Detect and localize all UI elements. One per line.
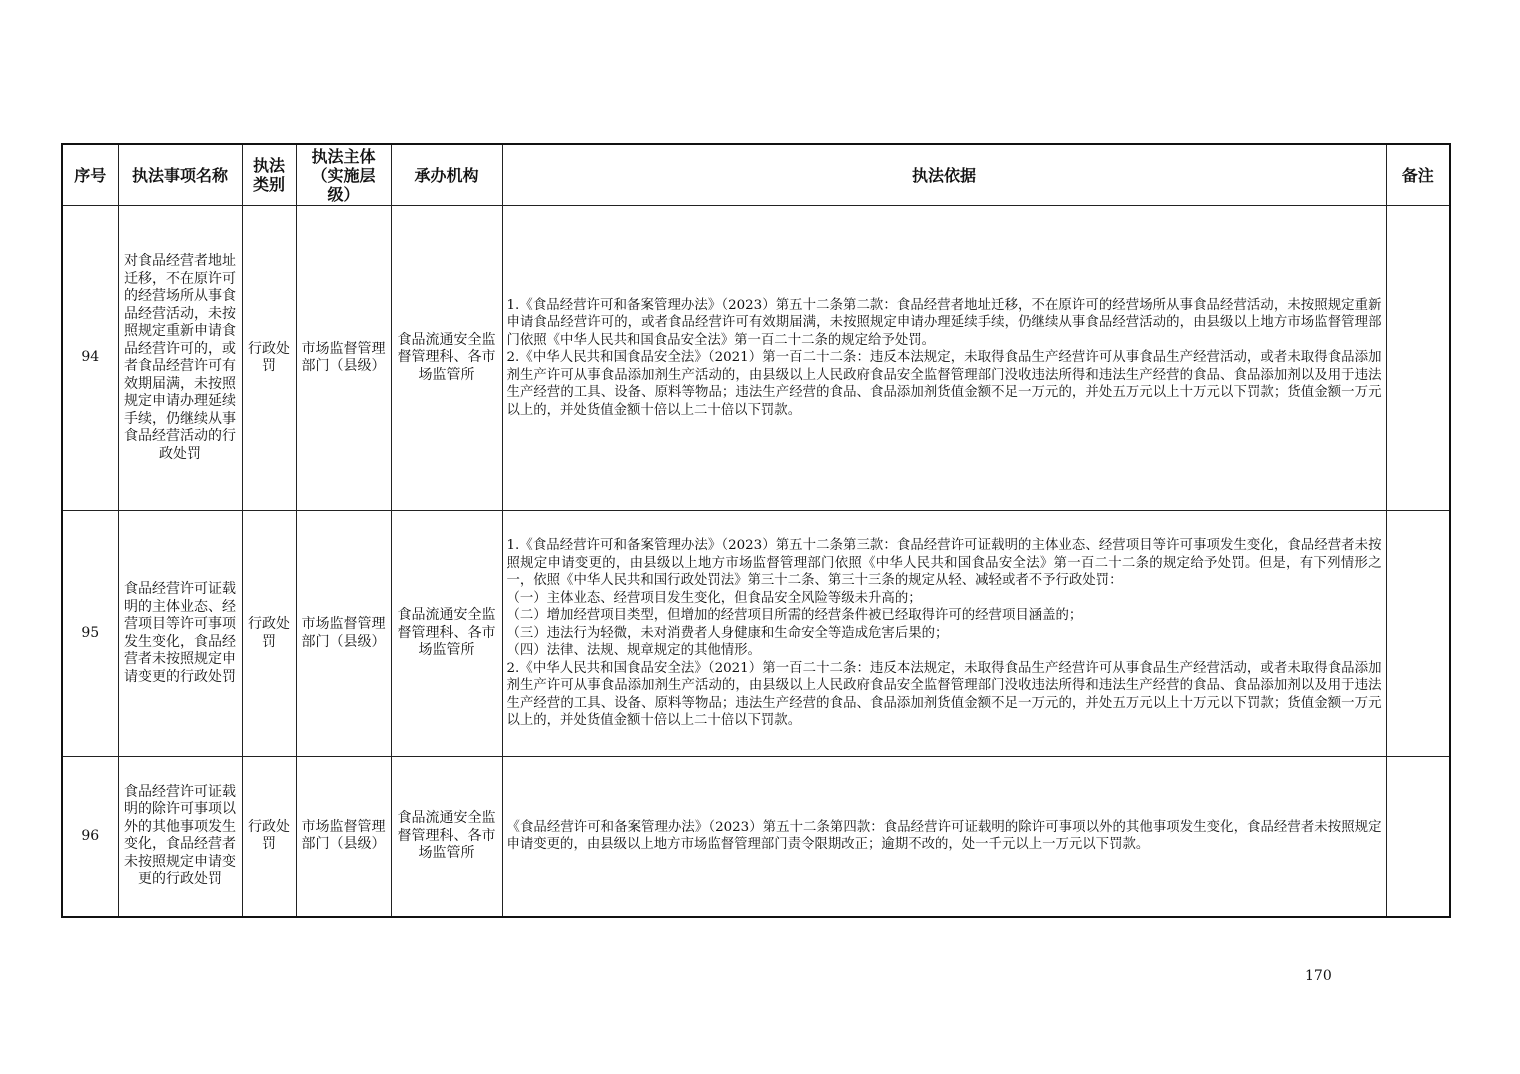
row-agency: 食品流通安全监督管理科、各市场监管所 <box>391 757 502 917</box>
header-item-name: 执法事项名称 <box>118 144 242 206</box>
header-category: 执法类别 <box>242 144 296 206</box>
row-note <box>1386 206 1450 511</box>
basis-paragraph: （四）法律、法规、规章规定的其他情形。 <box>506 643 761 659</box>
row-category: 行政处罚 <box>242 206 296 511</box>
basis-paragraph: 1.《食品经营许可和备案管理办法》（2023）第五十二条第三款：食品经营许可证载明的主体业态、经营项目等许可事项发生变化，食品经营者未按照规定申请变更的，由县级以上地方市场监督管理部门依照《中华人民共和国食品安全法》第一百二十二条的规定给予处罚。但是，有下列情形之一，依照《中华人民共和国行政处罚法》第三十二条、第三十三条的规定从轻、减轻或者不予行政处罚： <box>506 538 1382 589</box>
enforcement-table <box>61 143 1451 918</box>
row-category: 行政处罚 <box>242 511 296 757</box>
header-subject: 执法主体（实施层级） <box>296 144 391 206</box>
row-subject: 市场监督管理部门（县级） <box>296 511 391 757</box>
page-number: 170 <box>1305 968 1332 984</box>
header-agency: 承办机构 <box>391 144 502 206</box>
basis-paragraph: （三）违法行为轻微，未对消费者人身健康和生命安全等造成危害后果的； <box>506 625 949 641</box>
row-agency: 食品流通安全监督管理科、各市场监管所 <box>391 206 502 511</box>
row-basis <box>502 757 1386 917</box>
row-note <box>1386 511 1450 757</box>
row-basis <box>502 206 1386 511</box>
table-row <box>62 206 1450 511</box>
header-row <box>62 144 1450 206</box>
table-row <box>62 511 1450 757</box>
row-subject: 市场监督管理部门（县级） <box>296 206 391 511</box>
basis-paragraph: 1.《食品经营许可和备案管理办法》（2023）第五十二条第二款：食品经营者地址迁移，不在原许可的经营场所从事食品经营活动，未按照规定重新申请食品经营许可的，或者食品经营许可有效期届满，未按照规定申请办理延续手续，仍继续从事食品经营活动的，由县级以上地方市场监督管理部门依照《中华人民共和国食品安全法》第一百二十二条的规定给予处罚。 <box>506 297 1382 348</box>
row-note <box>1386 757 1450 917</box>
row-subject: 市场监督管理部门（县级） <box>296 757 391 917</box>
row-item-name: 对食品经营者地址迁移，不在原许可的经营场所从事食品经营活动，未按照规定重新申请食品经营许可的，或者食品经营许可有效期届满，未按照规定申请办理延续手续，仍继续从事食品经营活动的行政处罚 <box>118 206 242 511</box>
row-seq: 96 <box>62 757 118 917</box>
row-agency: 食品流通安全监督管理科、各市场监管所 <box>391 511 502 757</box>
header-seq: 序号 <box>62 144 118 206</box>
header-note: 备注 <box>1386 144 1450 206</box>
basis-paragraph: 2.《中华人民共和国食品安全法》（2021）第一百二十二条：违反本法规定，未取得食品生产经营许可从事食品生产经营活动，或者未取得食品添加剂生产许可从事食品添加剂生产活动的，由县级以上人民政府食品安全监督管理部门没收违法所得和违法生产经营的食品、食品添加剂以及用于违法生产经营的工具、设备、原料等物品；违法生产经营的食品、食品添加剂货值金额不足一万元的，并处五万元以上十万元以下罚款；货值金额一万元以上的，并处货值金额十倍以上二十倍以下罚款。 <box>506 660 1382 729</box>
basis-paragraph: 2.《中华人民共和国食品安全法》（2021）第一百二十二条：违反本法规定，未取得食品生产经营许可从事食品生产经营活动，或者未取得食品添加剂生产许可从事食品添加剂生产活动的，由县级以上人民政府食品安全监督管理部门没收违法所得和违法生产经营的食品、食品添加剂以及用于违法生产经营的工具、设备、原料等物品；违法生产经营的食品、食品添加剂货值金额不足一万元的，并处五万元以上十万元以下罚款；货值金额一万元以上的，并处货值金额十倍以上二十倍以下罚款。 <box>506 350 1382 418</box>
row-basis <box>502 511 1386 757</box>
basis-paragraph: （二）增加经营项目类型，但增加的经营项目所需的经营条件被已经取得许可的经营项目涵盖的； <box>506 608 1083 624</box>
row-seq: 95 <box>62 511 118 757</box>
row-seq: 94 <box>62 206 118 511</box>
row-item-name: 食品经营许可证载明的除许可事项以外的其他事项发生变化，食品经营者未按照规定申请变更的行政处罚 <box>118 757 242 917</box>
row-item-name: 食品经营许可证载明的主体业态、经营项目等许可事项发生变化，食品经营者未按照规定申请变更的行政处罚 <box>118 511 242 757</box>
row-category: 行政处罚 <box>242 757 296 917</box>
basis-paragraph: （一）主体业态、经营项目发生变化，但食品安全风险等级未升高的； <box>506 590 922 606</box>
basis-paragraph: 《食品经营许可和备案管理办法》（2023）第五十二条第四款：食品经营许可证载明的除许可事项以外的其他事项发生变化，食品经营者未按照规定申请变更的，由县级以上地方市场监督管理部门责令限期改正；逾期不改的，处一千元以上一万元以下罚款。 <box>506 819 1382 853</box>
table-row <box>62 757 1450 917</box>
header-basis: 执法依据 <box>502 144 1386 206</box>
